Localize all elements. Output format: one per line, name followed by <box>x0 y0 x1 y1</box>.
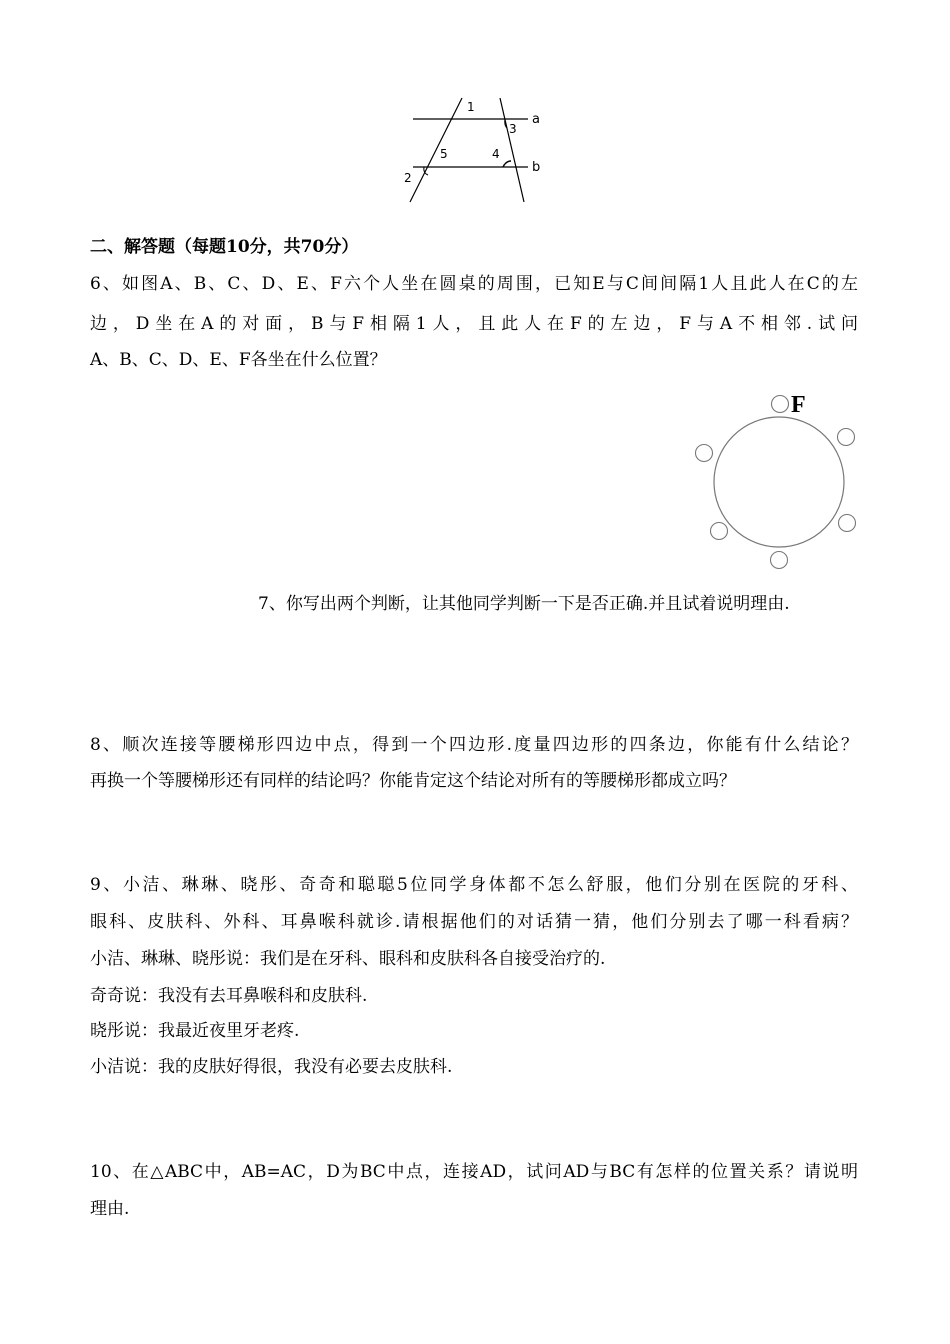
transversal-right <box>500 98 524 202</box>
q9-line-6: 小洁说：我的皮肤好得很，我没有必要去皮肤科. <box>90 1057 453 1077</box>
q9-line-3: 小洁、琳琳、晓彤说：我们是在牙科、眼科和皮肤科各自接受治疗的. <box>90 949 606 969</box>
label-angle-4: 4 <box>492 147 500 161</box>
seat-lower-left <box>711 523 728 540</box>
label-angle-1: 1 <box>467 100 475 114</box>
seat-upper-left <box>696 445 713 462</box>
seat-lower-right <box>839 515 856 532</box>
q9-line-2: 眼科、皮肤科、外科、耳鼻喉科就诊.请根据他们的对话猜一猜，他们分别去了哪一科看病？ <box>90 912 858 932</box>
q9-line-1: 9、小洁、琳琳、晓彤、奇奇和聪聪5位同学身体都不怎么舒服，他们分别在医院的牙科、 <box>90 875 858 895</box>
transversal-left <box>410 98 462 202</box>
label-angle-5: 5 <box>440 147 448 161</box>
seat-label-f: F <box>791 392 806 418</box>
q6-line-3: A、B、C、D、E、F各坐在什么位置？ <box>90 350 387 370</box>
q6-line-2: 边，D坐在A的对面，B与F相隔1人，且此人在F的左边，F与A不相邻.试问 <box>90 314 858 334</box>
q8-line-2: 再换一个等腰梯形还有同样的结论吗？你能肯定这个结论对所有的等腰梯形都成立吗？ <box>90 771 736 791</box>
seat-upper-right <box>838 429 855 446</box>
label-angle-2: 2 <box>404 171 412 185</box>
q10-line-1: 10、在△ABC中，AB=AC，D为BC中点，连接AD，试问AD与BC有怎样的位置关系？请说明 <box>90 1162 858 1182</box>
parallel-lines-figure <box>395 90 565 210</box>
seat-top <box>772 396 789 413</box>
section-heading: 二、解答题（每题10分，共70分） <box>90 237 359 257</box>
label-line-a: a <box>532 112 540 127</box>
q6-line-1: 6、如图A、B、C、D、E、F六个人坐在圆桌的周围，已知E与C间间隔1人且此人在C的左 <box>90 274 858 294</box>
q10-line-2: 理由. <box>90 1199 130 1219</box>
q8-line-1: 8、顺次连接等腰梯形四边中点，得到一个四边形.度量四边形的四条边，你能有什么结论？ <box>90 735 858 755</box>
angle-4-arc <box>503 161 511 167</box>
q7-text: 7、你写出两个判断，让其他同学判断一下是否正确.并且试着说明理由. <box>258 594 790 614</box>
label-angle-3: 3 <box>509 122 517 136</box>
table-circle <box>714 417 844 547</box>
q9-line-4: 奇奇说：我没有去耳鼻喉科和皮肤科. <box>90 986 368 1006</box>
label-line-b: b <box>532 160 541 175</box>
q9-line-5: 晓彤说：我最近夜里牙老疼. <box>90 1021 300 1041</box>
round-table-figure <box>685 385 870 575</box>
seat-bottom <box>771 552 788 569</box>
